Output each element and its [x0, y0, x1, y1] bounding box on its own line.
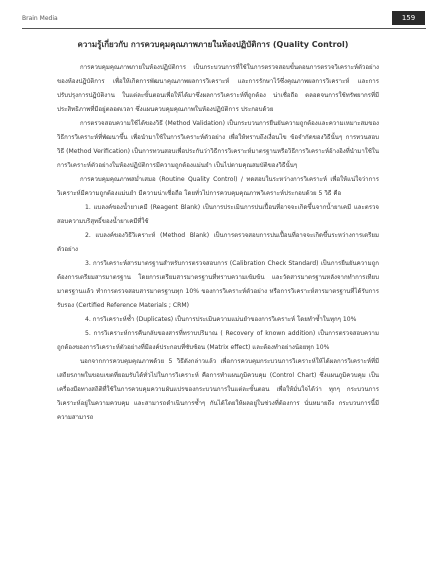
paragraph: การตรวจสอบความใช้ได้ของวิธี (Method Validation) เป็นกระบวนการยืนยันความถูกต้องและความเหมาะสมของวิธีการวิเคราะห์ที่พัฒนาขึ้น เพื่อนำมาใช้ในการวิเคราะห์ตัวอย่าง เพื่อให้ทราบถึงเงื่อนไข ข้อจำกัดของวิธีนั้นๆ การทวนสอบวิธี (Method Verification) เป็นการทวนสอบเพื่อประกันว่าวิธีการวิเคราะห์มาตรฐานหรือวิธีการวิเคราะห์อ้างอิงที่นำมาใช้ในการวิเคราะห์ตัวอย่างในห้องปฏิบัติการมีความถูกต้องแม่นยำ เป็นไปตามคุณสมบัติของวิธีนั้นๆ [57, 120, 379, 169]
list-item: 1. แบลงค์ของน้ำยาเคมี (Reagent Blank) เป็นการประเมินการปนเปื้อนที่อาจจะเกิดขึ้นจากน้ำยาเคมี และตรวจสอบความบริสุทธิ์ของน้ำยาเคมีที่ใช้ [57, 204, 379, 225]
list-item: 5. การวิเคราะห์การคืนกลับของสารที่ทราบปริมาณ ( Recovery of known addition) เป็นการตรวจสอบความถูกต้องของการวิเคราะห์ตัวอย่างที่มีองค์ประกอบที่ซับซ้อน (Matrix effect) และต้องทำอย่างน้อยทุก 10% [57, 330, 379, 351]
page-number-badge: 159 [392, 11, 425, 25]
paragraph: การควบคุมคุณภาพสม่ำเสมอ (Routine Quality Control) / ทดสอบในระหว่างการวิเคราะห์ เพื่อให้แน่ใจว่าการวิเคราะห์มีความถูกต้องแม่นยำ มีความน่าเชื่อถือ โดยทั่วไปการควบคุมคุณภาพวิเคราะห์ประกอบด้วย 5 วิธี คือ [57, 176, 379, 197]
header-source: Brain Media [22, 15, 58, 22]
paragraph: นอกจากการควบคุมคุณภาพด้วย 5 วิธีดังกล่าวแล้ว เพื่อการควบคุมกระบวนการวิเคราะห์ให้ได้ผลการวิเคราะห์ที่มีเสถียรภาพในขอบเขตที่ยอมรับได้ทั่วไปในการวิเคราะห์ คือการทำแผนภูมิควบคุม (Control Chart) ซึ่งแผนภูมิควบคุม เป็นเครื่องมือทางสถิติที่ใช้ในการควบคุมความผันแปรของกระบวนการในแต่ละขั้นตอน เพื่อให้มั่นใจได้ว่า ทุกๆ กระบวนการวิเคราะห์อยู่ในความควบคุม และสามารถดำเนินการซ้ำๆ กันได้โดยให้ผลอยู่ในช่วงที่ต้องการ นั่นหมายถึง กระบวนการนี้มีความสามารถ [57, 358, 379, 421]
list-item: 2. แบลงค์ของวิธีวิเคราะห์ (Method Blank) เป็นการตรวจสอบการปนเปื้อนที่อาจจะเกิดขึ้นระหว่างการเตรียมตัวอย่าง [57, 232, 379, 253]
paragraph: การควบคุมคุณภาพภายในห้องปฏิบัติการ เป็นกระบวนการที่ใช้ในการตรวจสอบขั้นตอนการตรวจวิเคราะห์ตัวอย่างของห้องปฏิบัติการ เพื่อให้เกิดการพัฒนาคุณภาพผลการวิเคราะห์ และการรักษาไว้ซึ่งคุณภาพผลการวิเคราะห์ และการปรับปรุงการปฏิบัติงาน ในแต่ละขั้นตอนเพื่อให้ได้มาซึ่งผลการวิเคราะห์ที่ถูกต้อง น่าเชื่อถือ ตลอดจนการใช้ทรัพยากรที่มีประสิทธิภาพที่มีอยู่ตลอดเวลา ซึ่งแผนควบคุมคุณภาพในห้องปฏิบัติการ ประกอบด้วย [57, 64, 379, 113]
section-title: ความรู้เกี่ยวกับ การควบคุมคุณภาพภายในห้องปฏิบัติการ (Quality Control) [77, 40, 349, 49]
list-item: 3. การวิเคราะห์สารมาตรฐานสำหรับการตรวจสอบการ (Calibration Check Standard) เป็นการยืนยันความถูกต้องการเตรียมสารมาตรฐาน โดยการเตรียมสารมาตรฐานที่ทราบความเข้มข้น และวัดสารมาตรฐานหลังจากทำการเทียบมาตรฐานแล้ว ทำการตรวจสอบสารมาตรฐานทุก 10% ของการวิเคราะห์ตัวอย่าง หรือการวิเคราะห์สารมาตรฐานที่ได้รับการรับรอง (Certified Reference Materials ; CRM) [57, 260, 379, 309]
list-item: 4. การวิเคราะห์ซ้ำ (Duplicates) เป็นการประเมินความแม่นยำของการวิเคราะห์ โดยทำซ้ำในทุกๆ 10% [85, 316, 357, 323]
header-rule [22, 28, 426, 29]
body-text [57, 61, 379, 425]
